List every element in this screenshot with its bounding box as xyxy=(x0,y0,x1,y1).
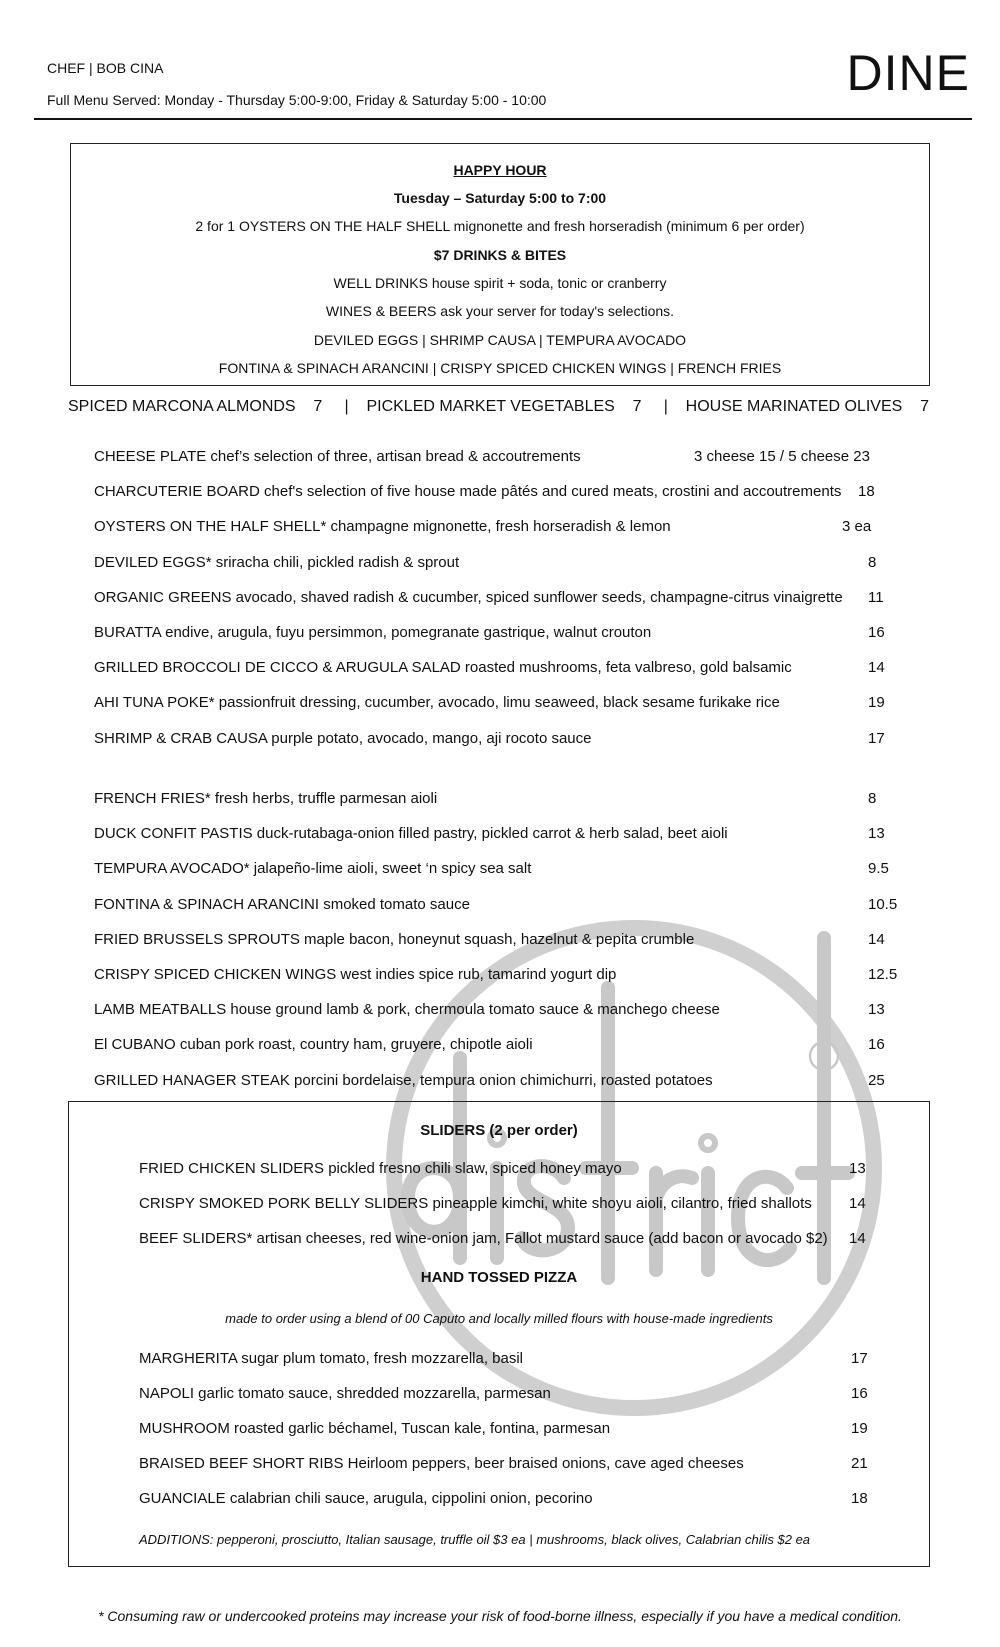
menu-item: TEMPURA AVOCADO* jalapeño-lime aioli, sweet ‘n spicy sea salt xyxy=(94,860,532,878)
menu-item: MUSHROOM roasted garlic béchamel, Tuscan kale, fontina, parmesan xyxy=(139,1420,611,1437)
happy-hour-days: Tuesday – Saturday 5:00 to 7:00 xyxy=(393,190,607,206)
header-divider xyxy=(34,118,972,120)
food-safety-disclaimer: * Consuming raw or undercooked proteins may increase your risk of food-borne illness, especially if you have a medical condition. xyxy=(98,1608,902,1624)
menu-item: DEVILED EGGS* sriracha chili, pickled radish & sprout xyxy=(94,553,460,571)
menu-item: ORGANIC GREENS avocado, shaved radish & cucumber, spiced sunflower seeds, champagne-citrus vinaigrette xyxy=(94,588,843,606)
happy-hour-title: HAPPY HOUR xyxy=(453,162,547,178)
menu-item: BEEF SLIDERS* artisan cheeses, red wine-onion jam, Fallot mustard sauce (add bacon or avocado $2) xyxy=(139,1230,828,1247)
menu-item-price: 25 xyxy=(868,1071,885,1089)
menu-item: MARGHERITA sugar plum tomato, fresh mozzarella, basil xyxy=(139,1350,524,1367)
happy-hour-box xyxy=(70,143,930,386)
menu-item: CRISPY SPICED CHICKEN WINGS west indies spice rub, tamarind yogurt dip xyxy=(94,966,617,983)
snacks-line: SPICED MARCONA ALMONDS 7 | PICKLED MARKET VEGETABLES 7 | HOUSE MARINATED OLIVES 7 xyxy=(68,398,929,415)
menu-item-price: 3 ea xyxy=(842,518,872,536)
menu-item: DUCK CONFIT PASTIS duck-rutabaga-onion filled pastry, pickled carrot & herb salad, beet aioli xyxy=(94,825,728,843)
happy-hour-well-drinks: WELL DRINKS house spirit + soda, tonic or cranberry xyxy=(333,275,667,291)
menu-item: NAPOLI garlic tomato sauce, shredded mozzarella, parmesan xyxy=(139,1385,551,1402)
menu-item: AHI TUNA POKE* passionfruit dressing, cucumber, avocado, limu seaweed, black sesame furikake rice xyxy=(94,694,780,712)
menu-item-price: 14 xyxy=(849,1230,866,1247)
happy-hour-oysters: 2 for 1 OYSTERS ON THE HALF SHELL mignonette and fresh horseradish (minimum 6 per order) xyxy=(195,218,805,234)
menu-item-price: 19 xyxy=(851,1420,868,1437)
menu-item: CHEESE PLATE chef’s selection of three, artisan bread & accoutrements xyxy=(94,448,581,465)
menu-item: BURATTA endive, arugula, fuyu persimmon, pomegranate gastrique, walnut crouton xyxy=(94,624,652,641)
happy-hour-bites-line-2: FONTINA & SPINACH ARANCINI | CRISPY SPICED CHICKEN WINGS | FRENCH FRIES xyxy=(218,360,782,376)
menu-item-price: 14 xyxy=(849,1195,866,1212)
happy-hour-wines: WINES & BEERS ask your server for today's selections. xyxy=(325,303,675,319)
menu-item-price: 21 xyxy=(851,1455,868,1472)
menu-item: SHRIMP & CRAB CAUSA purple potato, avocado, mango, aji rocoto sauce xyxy=(94,729,592,747)
menu-item: FRIED BRUSSELS SPROUTS maple bacon, honeynut squash, hazelnut & pepita crumble xyxy=(94,930,695,948)
menu-item-price: 8 xyxy=(868,553,877,571)
menu-item: OYSTERS ON THE HALF SHELL* champagne mignonette, fresh horseradish & lemon xyxy=(94,518,671,536)
menu-item: GRILLED BROCCOLI DE CICCO & ARUGULA SALAD roasted mushrooms, feta valbreso, gold balsamic xyxy=(94,659,792,677)
menu-item-price: 13 xyxy=(868,1001,885,1019)
happy-hour-drinks-title: $7 DRINKS & BITES xyxy=(433,247,567,263)
menu-item: BRAISED BEEF SHORT RIBS Heirloom peppers, beer braised onions, cave aged cheeses xyxy=(139,1455,744,1472)
menu-item-price: 16 xyxy=(868,624,885,641)
pizza-title: HAND TOSSED PIZZA xyxy=(420,1269,578,1286)
menu-item-price: 12.5 xyxy=(868,966,898,983)
menu-item-price: 11 xyxy=(868,588,884,606)
dine-logo: DINE xyxy=(846,45,970,101)
pizza-additions: ADDITIONS: pepperoni, prosciutto, Italian sausage, truffle oil $3 ea | mushrooms, black olives, Calabrian chilis $2 ea xyxy=(139,1532,811,1547)
menu-item: LAMB MEATBALLS house ground lamb & pork, chermoula tomato sauce & manchego cheese xyxy=(94,1001,720,1019)
menu-item: GUANCIALE calabrian chili sauce, arugula, cippolini onion, pecorino xyxy=(139,1490,593,1507)
menu-item-price: 14 xyxy=(868,930,885,948)
menu-item-price: 13 xyxy=(849,1160,866,1177)
menu-item-price: 8 xyxy=(868,790,877,807)
sliders-pizza-box xyxy=(68,1101,930,1567)
menu-item-price: 14 xyxy=(868,659,885,677)
happy-hour-bites-line-1: DEVILED EGGS | SHRIMP CAUSA | TEMPURA AVOCADO xyxy=(313,332,687,348)
menu-item: FRENCH FRIES* fresh herbs, truffle parmesan aioli xyxy=(94,790,438,807)
menu-item-price: 16 xyxy=(868,1036,885,1054)
chef-name: CHEF | BOB CINA xyxy=(47,60,164,76)
menu-item: CHARCUTERIE BOARD chef's selection of five house made pâtés and cured meats, crostini and accoutrements xyxy=(94,483,842,501)
menu-item: GRILLED HANAGER STEAK porcini bordelaise, tempura onion chimichurri, roasted potatoes xyxy=(94,1071,713,1089)
menu-item-price: 9.5 xyxy=(868,860,889,878)
menu-item-price: 3 cheese 15 / 5 cheese 23 xyxy=(694,448,870,465)
menu-item-price: 17 xyxy=(851,1350,868,1367)
menu-item-price: 16 xyxy=(851,1385,868,1402)
svg-text:R: R xyxy=(818,1048,830,1064)
menu-item-price: 18 xyxy=(851,1490,868,1507)
menu-item-price: 13 xyxy=(868,825,885,843)
sliders-title: SLIDERS (2 per order) xyxy=(420,1122,578,1139)
menu-hours: Full Menu Served: Monday - Thursday 5:00-9:00, Friday & Saturday 5:00 - 10:00 xyxy=(47,92,547,108)
menu-item: FONTINA & SPINACH ARANCINI smoked tomato sauce xyxy=(94,895,470,913)
pizza-note: made to order using a blend of 00 Caputo and locally milled flours with house-made ingredients xyxy=(225,1311,773,1326)
menu-item-price: 19 xyxy=(868,694,885,712)
menu-item-price: 17 xyxy=(868,729,885,747)
menu-item-price: 18 xyxy=(858,483,875,501)
menu-item-price: 10.5 xyxy=(868,895,898,913)
menu-item: El CUBANO cuban pork roast, country ham, gruyere, chipotle aioli xyxy=(94,1036,533,1054)
menu-item: FRIED CHICKEN SLIDERS pickled fresno chili slaw, spiced honey mayo xyxy=(139,1160,622,1177)
menu-item: CRISPY SMOKED PORK BELLY SLIDERS pineapple kimchi, white shoyu aioli, cilantro, fried shallots xyxy=(139,1195,812,1212)
